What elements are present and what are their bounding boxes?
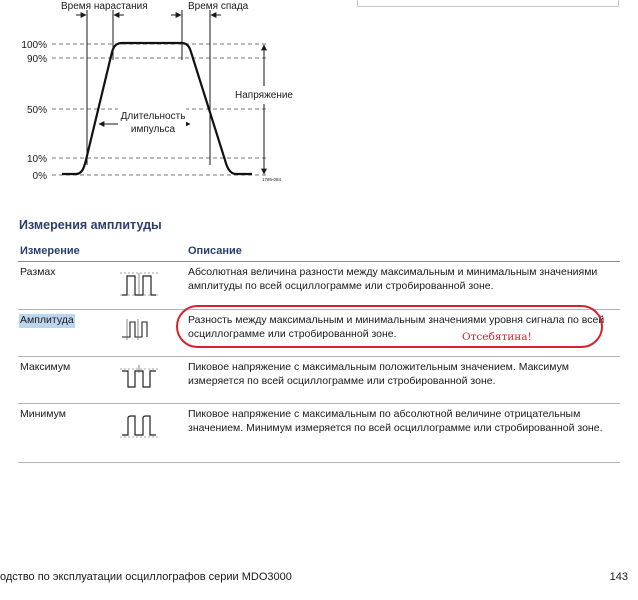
level-0-label: 0% bbox=[32, 171, 47, 182]
table-row bbox=[18, 404, 620, 463]
row-desc-peak-to-peak: Абсолютная величина разности между максимальным и минимальным значениями амплитуды по всей осциллограмме или стробированной зоне. bbox=[188, 266, 598, 292]
row-name-amplitude: Амплитуда bbox=[20, 314, 74, 326]
pulse-width-label-line1: Длительность bbox=[120, 111, 186, 122]
row-name-peak-to-peak: Размах bbox=[20, 266, 56, 278]
row-desc-amplitude: Разность между максимальным и минимальным значениями уровня сигнала по всей осциллограмме или стробированной зоне. bbox=[188, 314, 605, 340]
row-name-minimum: Минимум bbox=[20, 408, 66, 420]
row-desc-minimum: Пиковое напряжение с максимальным по абсолютной величине отрицательным значением. Минимум измеряется по всей осциллограмме или стробированной зоне. bbox=[188, 408, 603, 434]
rise-time-label: Время нарастания bbox=[61, 1, 148, 12]
table-row bbox=[18, 262, 620, 310]
header-measurement: Измерение bbox=[20, 245, 80, 257]
table-row bbox=[18, 357, 620, 404]
red-annotation-ellipse bbox=[176, 305, 603, 348]
level-10-label: 10% bbox=[26, 154, 47, 165]
footer-page-number: 143 bbox=[609, 571, 628, 583]
level-50-label: 50% bbox=[26, 105, 47, 116]
measurements-table bbox=[18, 244, 620, 463]
section-title: Измерения амплитуды bbox=[19, 218, 162, 232]
table-header bbox=[18, 244, 620, 262]
footer-manual-title: одство по эксплуатации осциллографов серии MDO3000 bbox=[0, 571, 292, 583]
fall-time-label: Время спада bbox=[188, 1, 249, 12]
minimum-waveform-icon bbox=[118, 410, 162, 442]
amplitude-waveform-icon bbox=[118, 316, 162, 344]
row-name-maximum: Максимум bbox=[20, 361, 71, 373]
pulse-timing-diagram bbox=[0, 0, 300, 190]
level-90-label: 90% bbox=[26, 54, 47, 65]
peak-to-peak-waveform-icon bbox=[118, 268, 162, 300]
figure-code: 1785-084 bbox=[262, 177, 282, 182]
level-100-label: 100% bbox=[21, 40, 47, 51]
maximum-waveform-icon bbox=[118, 363, 162, 393]
voltage-label: Напряжение bbox=[235, 90, 293, 101]
header-description: Описание bbox=[188, 245, 242, 257]
cropped-frame-box bbox=[357, 0, 619, 7]
annotation-text: Отсебятина! bbox=[462, 331, 532, 343]
row-desc-maximum: Пиковое напряжение с максимальным положительным значением. Максимум измеряется по всей осциллограмме или стробированной зоне. bbox=[188, 361, 569, 387]
pulse-width-label-line2: импульса bbox=[130, 124, 176, 135]
